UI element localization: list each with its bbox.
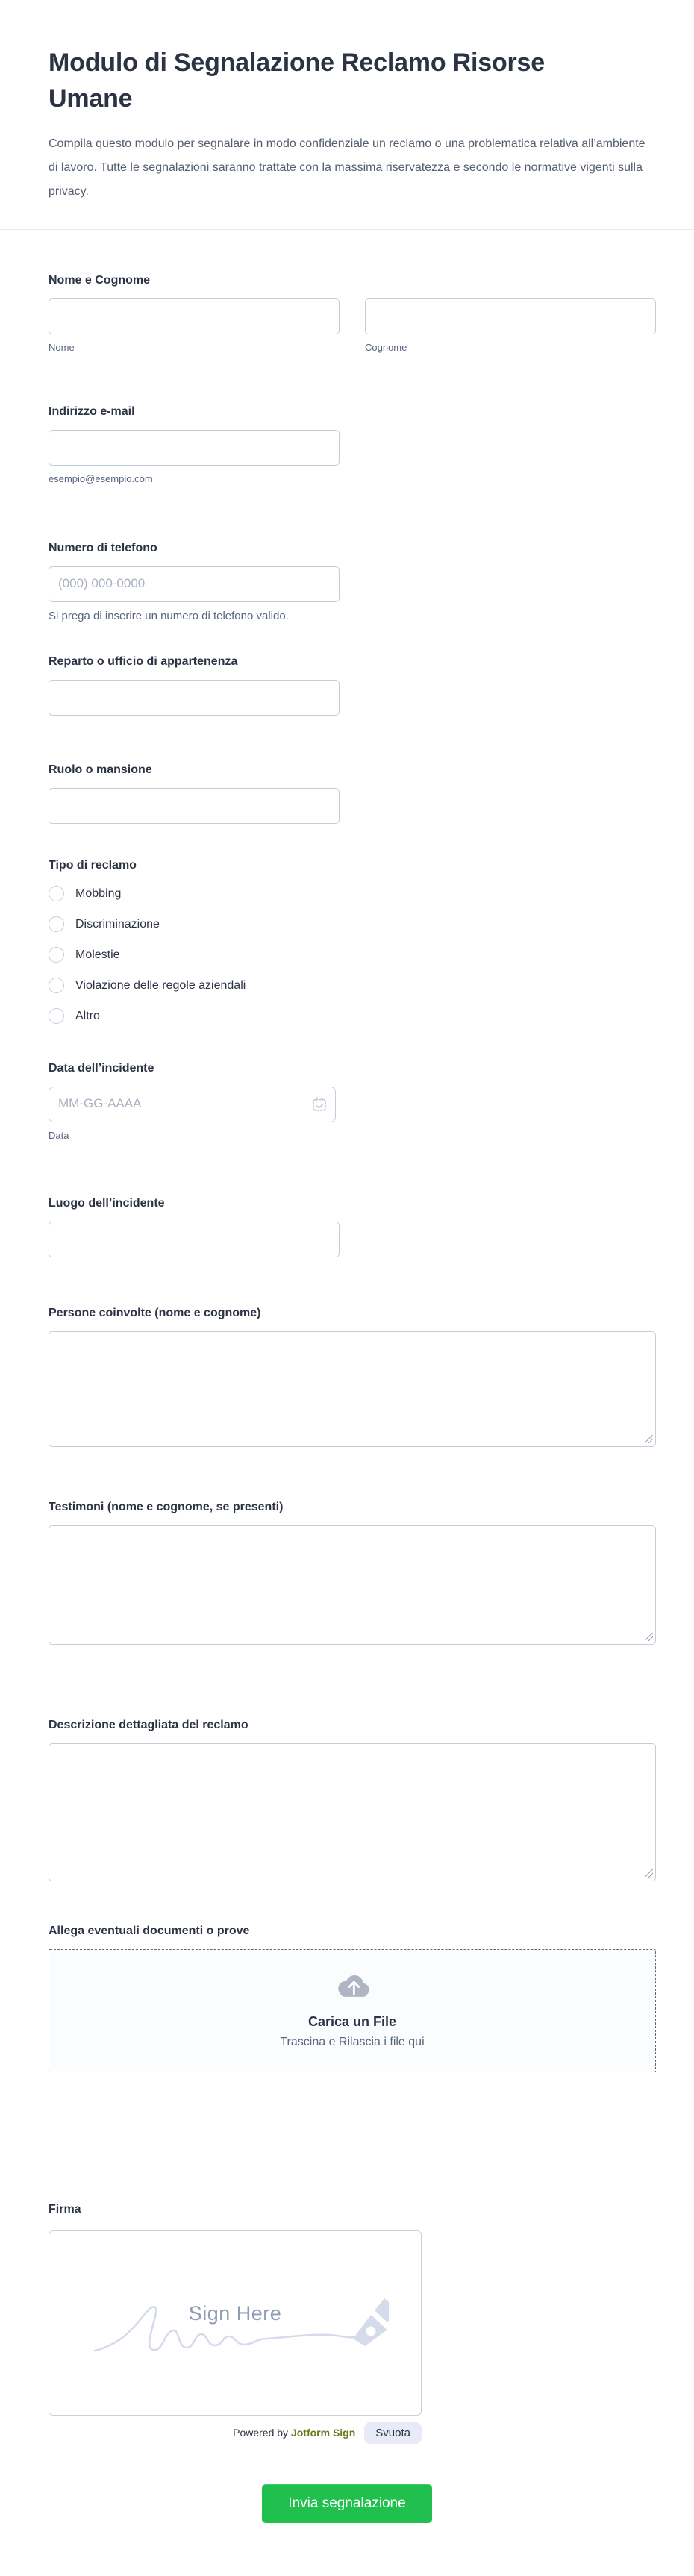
field-incident-place [49,1195,656,1257]
field-incident-date [49,1060,656,1142]
incident-date-sublabel: Data [49,1129,69,1141]
field-witnesses [49,1498,656,1645]
field-attachments [49,1922,656,2072]
signature-squiggle-pen-icon [90,2276,389,2369]
field-complaint-type [49,857,656,1027]
people-involved-textarea[interactable] [49,1331,656,1447]
incident-place-input[interactable] [49,1222,340,1257]
last-name-sublabel: Cognome [365,341,407,353]
incident-date-label: Data dell’incidente [49,1061,154,1075]
submit-button[interactable]: Invia segnalazione [262,2484,432,2523]
phone-input[interactable] [49,566,340,602]
upload-subtitle: Trascina e Rilascia i file qui [280,2036,425,2049]
complaint-type-label: Tipo di reclamo [49,858,137,872]
attachments-label: Allega eventuali documenti o prove [49,1924,250,1937]
cloud-upload-icon [334,1972,371,2004]
calendar-check-icon[interactable] [311,1096,328,1113]
department-input[interactable] [49,680,340,716]
incident-place-label: Luogo dell’incidente [49,1196,165,1210]
full-name-label: Nome e Cognome [49,273,151,287]
page-title: Modulo di Segnalazione Reclamo Risorse Umane [49,49,545,113]
signature-pad[interactable] [49,2230,422,2416]
radio-option-altro[interactable] [49,1006,656,1027]
radio-option-mobbing[interactable] [49,884,656,904]
last-name-input[interactable] [365,298,656,334]
witnesses-textarea[interactable] [49,1525,656,1645]
radio-circle-icon[interactable] [49,947,64,963]
detailed-description-textarea[interactable] [49,1743,656,1881]
radio-option-label: Violazione delle regole aziendali [75,978,246,992]
radio-option-discriminazione[interactable] [49,914,656,935]
signature-clear-button[interactable]: Svuota [364,2422,422,2444]
role-input[interactable] [49,788,340,824]
witnesses-label: Testimoni (nome e cognome, se presenti) [49,1500,284,1513]
sign-here-placeholder: Sign Here [188,2301,282,2325]
field-phone [49,540,656,622]
radio-option-label: Mobbing [75,887,122,900]
signature-footer [49,2422,422,2444]
field-email [49,403,656,485]
radio-option-label: Discriminazione [75,917,160,931]
radio-circle-icon[interactable] [49,978,64,993]
phone-helper-text: Si prega di inserire un numero di telefono valido. [49,609,289,622]
signature-label: Firma [49,2202,81,2216]
email-sublabel: esempio@esempio.com [49,472,153,484]
email-label: Indirizzo e-mail [49,404,135,418]
field-full-name [49,272,656,354]
field-people-involved [49,1304,656,1447]
form-description: Compila questo modulo per segnalare in modo confidenziale un reclamo o una problematica relativa all’ambiente di lavoro. Tutte le segnalazioni saranno trattate con la massima riservatezza e secondo le normative vigenti sulla privacy. [49,137,645,198]
people-involved-label: Persone coinvolte (nome e cognome) [49,1306,261,1319]
incident-date-input[interactable] [49,1087,336,1122]
submit-row [0,2484,694,2523]
radio-option-label: Altro [75,1009,100,1022]
first-name-input[interactable] [49,298,340,334]
field-detailed-description [49,1716,656,1881]
radio-option-violazione[interactable] [49,975,656,996]
first-name-sublabel: Nome [49,341,75,353]
file-upload-dropzone[interactable] [49,1949,656,2072]
phone-label: Numero di telefono [49,541,157,554]
powered-by-prefix: Powered by [233,2427,289,2439]
form-fields [49,230,656,2523]
radio-option-label: Molestie [75,948,120,961]
department-label: Reparto o ufficio di appartenenza [49,654,238,668]
complaint-type-options [49,884,656,1027]
email-input[interactable] [49,430,340,466]
radio-circle-icon[interactable] [49,886,64,901]
jotform-sign-brand: Jotform Sign [290,2427,356,2439]
field-role [49,761,656,824]
upload-title: Carica un File [307,2014,397,2030]
field-signature [49,2201,656,2444]
detailed-description-label: Descrizione dettagliata del reclamo [49,1718,248,1731]
powered-by-text [233,2427,355,2439]
radio-circle-icon[interactable] [49,916,64,932]
radio-circle-icon[interactable] [49,1008,64,1024]
field-department [49,653,656,716]
radio-option-molestie[interactable] [49,945,656,966]
role-label: Ruolo o mansione [49,763,152,776]
